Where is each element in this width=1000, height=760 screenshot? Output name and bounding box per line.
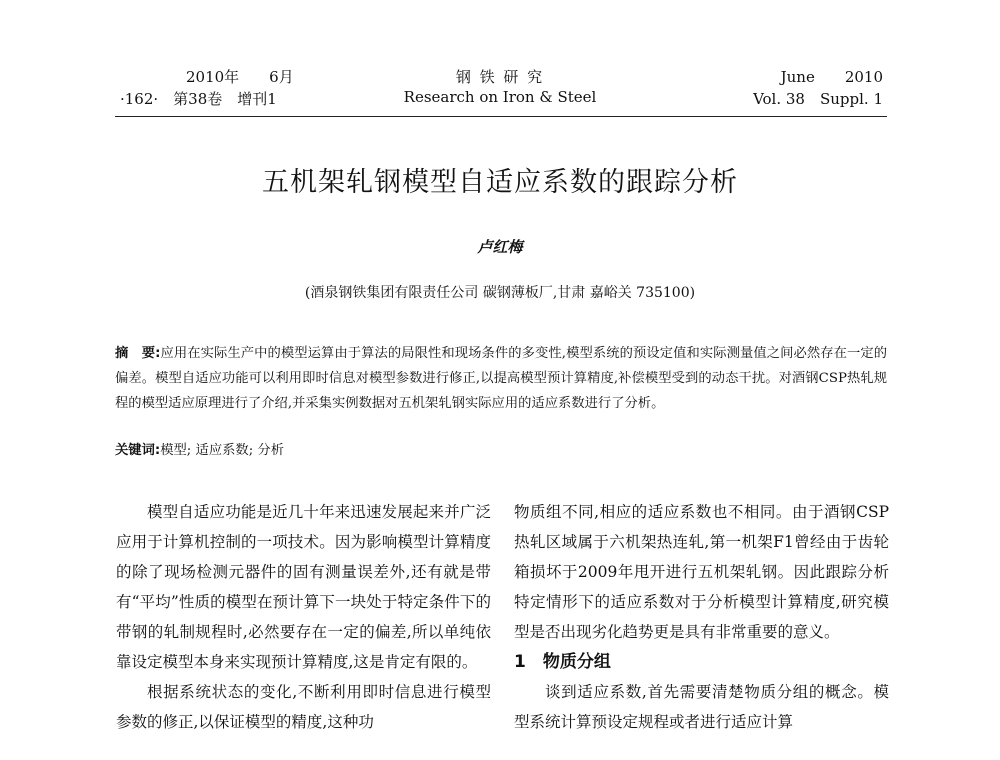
header-journal-cn: 钢 铁 研 究 — [455, 68, 545, 86]
keywords — [115, 441, 887, 461]
keywords-label: 关键词: — [115, 443, 161, 458]
header-rule — [115, 116, 887, 117]
header-date: 2010年 6月 — [186, 68, 294, 86]
header-journal-en: Research on Iron & Steel — [403, 88, 597, 106]
keywords-text: 模型; 适应系数; 分析 — [160, 443, 285, 458]
paragraph: 模型自适应功能是近几十年来迅速发展起来并广泛应用于计算机控制的一项技术。因为影响模型计算精度的除了现场检测元器件的固有测量误差外,还有就是带有“平均”性质的模型在预计算下一块处于特定条件下的带钢的轧制规程时,必然要存在一定的偏差,所以单纯依靠设定模型本身来实现预计算精度,这是肯定有限的。 — [116, 503, 491, 671]
body-column-left — [116, 497, 491, 737]
author: 卢红梅 — [477, 238, 523, 256]
abstract-text: 应用在实际生产中的模型运算由于算法的局限性和现场条件的多变性,模型系统的预设定值和实际测量值之间必然存在一定的偏差。模型自适应功能可以利用即时信息对模型参数进行修正,以提高模型预计算精度,补偿模型受到的动态干扰。对酒钢CSP热轧规程的模型适应原理进行了介绍,并采集实例数据对五机架轧钢实际应用的适应系数进行了分析。 — [115, 346, 887, 411]
abstract — [115, 341, 887, 416]
paragraph: 物质组不同,相应的适应系数也不相同。由于酒钢CSP热轧区域属于六机架热连轧,第一机架F1曾经由于齿轮箱损坏于2009年甩开进行五机架轧钢。因此跟踪分析特定情形下的适应系数对于分析模型计算精度,研究模型是否出现劣化趋势更是具有非常重要的意义。 — [514, 503, 889, 641]
abstract-label: 摘 要: — [115, 346, 161, 361]
body-column-right — [514, 497, 889, 737]
paragraph: 根据系统状态的变化,不断利用即时信息进行模型参数的修正,以保证模型的精度,这种功 — [116, 683, 491, 731]
paper-title: 五机架轧钢模型自适应系数的跟踪分析 — [262, 167, 738, 198]
section-heading: 1 物质分组 — [514, 652, 611, 672]
header-volume: ·162· 第38卷 增刊1 — [120, 90, 277, 108]
affiliation: (酒泉钢铁集团有限责任公司 碳钢薄板厂,甘肃 嘉峪关 735100) — [304, 285, 696, 301]
header-date-en: June 2010 — [780, 68, 883, 86]
header-volume-en: Vol. 38 Suppl. 1 — [753, 90, 883, 108]
paragraph: 谈到适应系数,首先需要清楚物质分组的概念。模型系统计算预设定规程或者进行适应计算 — [514, 683, 889, 731]
